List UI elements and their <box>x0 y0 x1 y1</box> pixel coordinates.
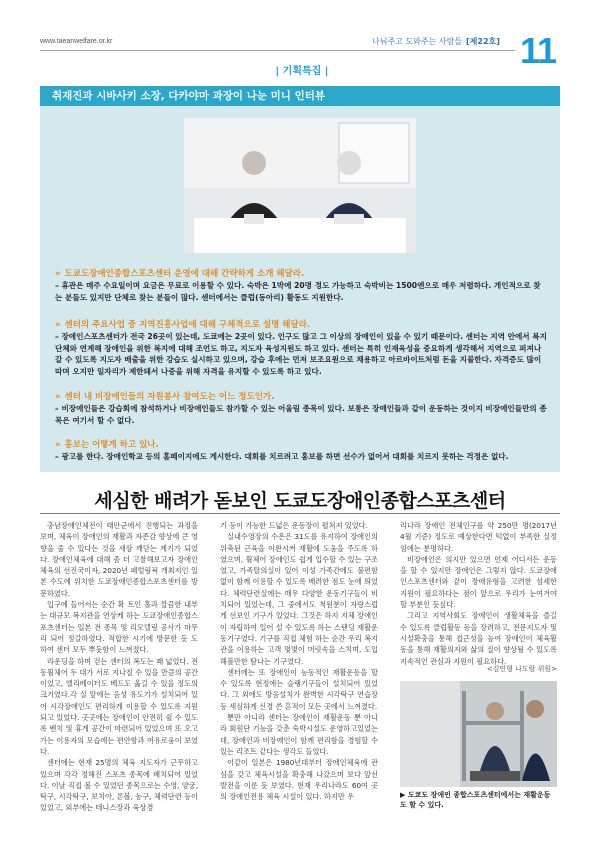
title-divider <box>40 513 560 514</box>
site-url: www.taeanwelfare.or.kr <box>40 38 113 45</box>
interview-title: 취재진과 시바사키 소장, 다카야마 과장이 나눈 미니 인터뷰 <box>40 86 560 106</box>
question-2: » 센터의 주요사업 중 지역진흥사업에 대해 구체적으로 설명 해달라. <box>55 320 311 330</box>
answer-2: – 장애인스포츠센터가 전국 26곳이 있는데, 도쿄에는 2곳이 있다. 인구도 많고 그 이상의 장애인이 있을 수 있기 때문이다. 센터는 지역 안에서 복지단체와 연계해 장애인을 위한 복지에 대해 조언도 하고, 지도자 육성지원도 하고 있다. 센터는 특히 인재육성을 중요하게 생각해서 지역으로 퍼져나갈 수 있도록 지도자 배출을 위한 강습도 실시하고 있으며, 강습 후에는 먼저 보조요원으로 채용하고 아르바이트처럼 돈을 지불한다. 자격증도 많이 따며 오지만 일자리가 제한돼서 나중을 위해 자격을 유지할 수 있도록 하고 있다. <box>55 332 547 376</box>
header-tagline: 나눠주고 도와주는 사람들 <box>372 37 463 46</box>
paragraph: 실내수영장의 수온은 31도를 유지하여 장애인의 위축된 근육을 이완시켜 재활에 도움을 주도록 하였으며, 휠체어 장애인도 쉽게 입수할 수 있는 구조였고, 가족탈의실이 있어 이성 가족간에도 불편함 없이 함께 이용할 수 있도록 배려한 점도 눈에 띄었다. 체력단련실에는 매우 다양한 운동기구들이 비치되어 있었는데, 그 중에서도 척원분이 자랑스럽게 선보인 기구가 있었다. 그것은 하지 지체 장애인이 자립하여 일어 설 수 있도록 하는 스탠딩 재활운동기구였다. 기구를 직접 체험 하는 순간 우리 복지관을 이용하는 고객 몇몇이 머릿속을 스치며, 도입해볼만한 탐나는 기구였다. <box>220 532 378 666</box>
answer-3: – 비장애인들은 강습회에 참석하거나 비장애인들도 참가할 수 있는 어울림 종목이 있다. 보통은 장애인들과 같이 운동하는 것이지 비장애인들만의 종목은 여기서 할 수 없다. <box>55 404 547 425</box>
paragraph: 기 등이 가능한 드넓은 운동장이 펼쳐져 있었다. <box>220 521 368 530</box>
paragraph: 라운딩을 하며 걷는 센터의 복도는 꽤 넓었다. 전동휠체어 두 대가 서로 지나칠 수 있을 만큼의 공간이었고, 엘리베이터도 베드도 옮길 수 있을 정도의 크기였다.각 실 앞에는 음성 유도기가 설치되어 있어 시각장애인도 편리하게 이용할 수 있도록 지원되고 있었다. 곳곳에는 장애인이 안전히 쉴 수 있도록 벤치 및 휴게 공간이 마련되어 있었으며 또 오고가는 이용자의 모습에는 편안함과 여유로움이 보였다. <box>40 656 198 756</box>
double-chevron-icon: » <box>55 392 61 402</box>
double-chevron-icon: » <box>55 269 61 279</box>
question-4: » 홍보는 어떻게 하고 있나. <box>55 440 159 450</box>
paragraph: 입구에 들어서는 순간 확 트인 홀과 깔끔한 내부는 대규모 복지관을 연상케 하는 도쿄장애인종합스포츠센터는 일본 전 종목 및 리모델링 공사가 마무리 되어 정갈하였다. 적합한 시기에 방문한 듯 도 하여 센터 모두 뿌듯함이 느껴졌다. <box>40 600 198 655</box>
double-chevron-icon: » <box>55 440 61 450</box>
paragraph: 비장애인은 의지만 있으면 언제 어디서든 운동을 할 수 있지만 장애인은 그렇지 않다. 도쿄장애인스포츠센터와 같이 장애유형을 고려한 섬세한 지원이 필요하다는 점이 앞으로 우리가 눈여겨야 할 부분인 듯싶다. <box>400 554 557 610</box>
article-column-1 <box>40 520 198 814</box>
article-column-2 <box>220 520 378 802</box>
header-divider <box>40 50 515 51</box>
article-column-3 <box>400 520 557 667</box>
paragraph: 충남장애인체전이 태안군에서 진행되는 과정을 보며, 체육이 장애인의 재활과 자존감 향상에 큰 영향을 줄 수 있다는 것을 새삼 깨닫는 계기가 되었다. 장애인체육에 대해 좀 더 고찰해보고자 장애인체육의 선진국이자, 2020년 패럴림픽 개최지인 일본 수도에 위치한 도쿄장애인종합스포츠센터를 방문하였다. <box>40 521 198 598</box>
paragraph: 센터에는 또 장애인이 능동적인 재활운동을 할 수 있도록 현정에는 슬랭기구들이 설치되어 있었다. 그 외에도 방음설치가 완벽한 시각탁구 연습장 등 세심하게 신경 쓴 흔적이 모든 곳에서 느껴졌다. <box>220 667 378 711</box>
interview-photo-illustration <box>184 118 416 253</box>
section-label: | 기획특집 | <box>275 66 329 77</box>
paragraph: 리나라 장애인 전체인구를 약 250만 명(2017년 4월 기준) 정도로 예상한다면 턱없이 부족한 실정임에는 분명하다. <box>400 521 557 553</box>
answer-1: – 휴관은 매주 수요일이며 요금은 무료로 이용할 수 있다. 숙박은 1박에 20명 정도 가능하고 숙박비는 1500엔으로 매우 저렴하다. 개인적으로 찾는 분들도 있지만 단체로 찾는 분들이 많다. 센터에서는 클럽(동아리) 활동도 지원한다. <box>55 281 541 302</box>
page-number: 11 <box>520 30 557 71</box>
paragraph: 이같이 일본은 1980년대부터 장애인체육에 관심을 갖고 체육시설을 확충해 나갔으며 보다 앞선 발전을 이룬 듯 보였다. 현재 우리나라도 60여 곳의 장애인전용 체육 시설이 있다. 하지만 우 <box>220 758 378 802</box>
paragraph: 뿐만 아니라 센터는 장애인이 재활운동 뿐 아니라 회원단 기능을 갖춘 숙박시설도 운영하고있었는데, 장애인과 비장애인이 함께 편리함을 경험할 수 있는 리조트 같다는 생각도 들었다. <box>220 713 378 756</box>
paragraph: 센터에는 현재 25명의 체육 지도자가 근무하고 있으며 각각 정해진 스포츠 종목에 배치되어 있었다. 이날 직접 볼 수 있었던 종목으로는 수영, 양궁, 탁구, 시각탁구, 보치아, 론볼, 농구, 체력단련 등이 있었고, 외부에는 테니스장과 육상경 <box>40 758 198 813</box>
question-1: » 도쿄도장애인종합스포츠센터 운영에 대해 간략하게 소개 해달라. <box>55 269 305 279</box>
article-title: 세심한 배려가 돋보인 도쿄도장애인종합스포츠센터 <box>94 490 506 512</box>
byline: <김민형 나도람 위원> <box>486 665 557 673</box>
issue-number: [제22호] <box>466 37 500 46</box>
rehab-photo-illustration <box>400 681 557 787</box>
photo-caption: ▶ 도쿄도 장애인 종합스포츠센터에서는 재활운동도 할 수 있다. <box>400 791 551 809</box>
paragraph: 그리고 지역사회도 장애인이 생활체육을 즐길 수 있도록 클럽활동 등을 장려하고, 전문지도자 및 시설확충을 통해 접근성을 높여 장애인이 체육활동을 통해 재활의지와 삶의 질이 향상될 수 있도록 지속적인 관심과 지원이 필요하다. <box>400 611 557 666</box>
double-chevron-icon: » <box>55 320 61 330</box>
triangle-right-icon: ▶ <box>400 791 408 799</box>
answer-4: – 광고를 한다. 장애인학교 등의 홈페이지에도 게시한다. 대회를 치르려고 홍보를 하면 선수가 없어서 대회를 치르지 못하는 걱정은 없다. <box>55 452 509 461</box>
question-3: » 센터 내 비장애인들의 자원봉사 참여도는 어느 정도인가. <box>55 392 275 402</box>
interview-photo <box>184 118 416 253</box>
rehab-photo <box>400 681 557 787</box>
